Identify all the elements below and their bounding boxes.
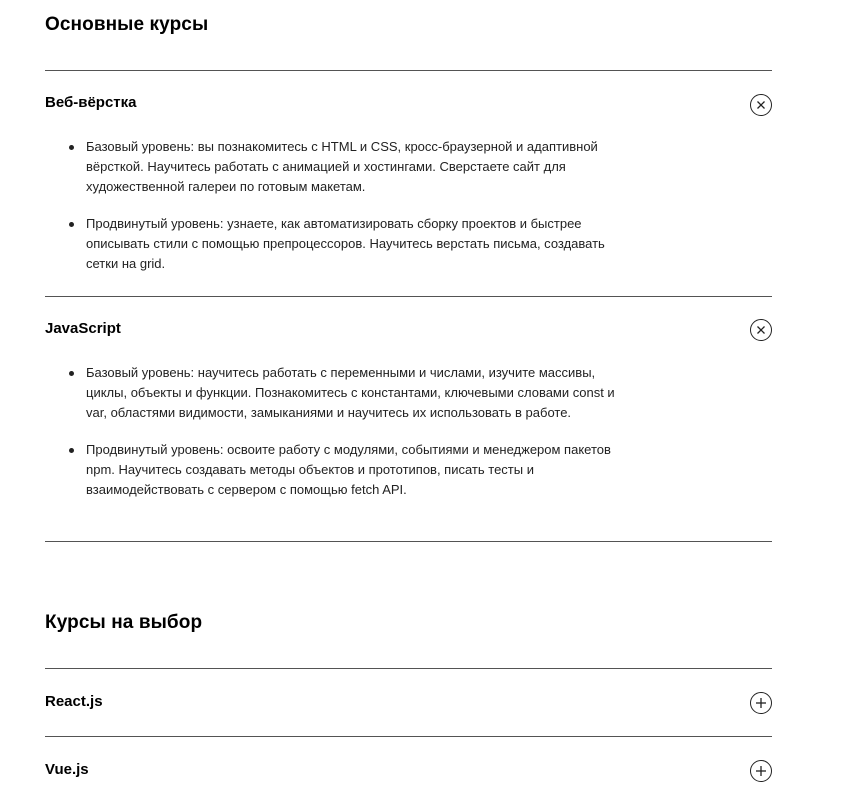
- accordion-title-web-layout: Веб-вёрстка: [45, 94, 137, 111]
- accordion-title-javascript: JavaScript: [45, 320, 121, 337]
- list-item: Базовый уровень: научитесь работать с переменными и числами, изучите массивы, циклы, объекты и функции. Познакомитесь с константами, ключевыми словами const и var, областями видимости, замыканиями и научитесь их использовать в работе.: [69, 363, 629, 423]
- accordion-header-react[interactable]: [45, 669, 772, 736]
- plus-icon[interactable]: [750, 760, 772, 782]
- list-item: Базовый уровень: вы познакомитесь с HTML и CSS, кросс-браузерной и адаптивной вёрсткой. Научитесь работать с анимацией и хостингами. Сверстаете сайт для художественной галереи по готовым макетам.: [69, 137, 629, 197]
- accordion-header-vue[interactable]: [45, 737, 772, 797]
- plus-icon[interactable]: [750, 692, 772, 714]
- accordion-header-javascript[interactable]: [45, 297, 772, 363]
- accordion-elective-courses: [45, 668, 772, 797]
- accordion-body-web-layout: [69, 137, 629, 274]
- section-title-elective-courses: Курсы на выбор: [45, 612, 203, 633]
- accordion-title-react: React.js: [45, 693, 103, 710]
- accordion-body-javascript: [69, 363, 629, 500]
- accordion-header-web-layout[interactable]: [45, 71, 772, 137]
- section-title-main-courses: Основные курсы: [45, 14, 209, 35]
- accordion-item-web-layout: [45, 70, 772, 296]
- accordion-title-vue: Vue.js: [45, 761, 89, 778]
- close-icon[interactable]: [750, 319, 772, 341]
- close-icon[interactable]: [750, 94, 772, 116]
- accordion-main-courses: [45, 70, 772, 542]
- list-item: Продвинутый уровень: узнаете, как автоматизировать сборку проектов и быстрее описывать стили с помощью препроцессоров. Научитесь верстать письма, создавать сетки на grid.: [69, 214, 629, 274]
- accordion-item-react: [45, 668, 772, 736]
- accordion-item-javascript: [45, 296, 772, 542]
- list-item: Продвинутый уровень: освоите работу с модулями, событиями и менеджером пакетов npm. Научитесь создавать методы объектов и прототипов, писать тесты и взаимодействовать с сервером с помощью fetch API.: [69, 440, 629, 500]
